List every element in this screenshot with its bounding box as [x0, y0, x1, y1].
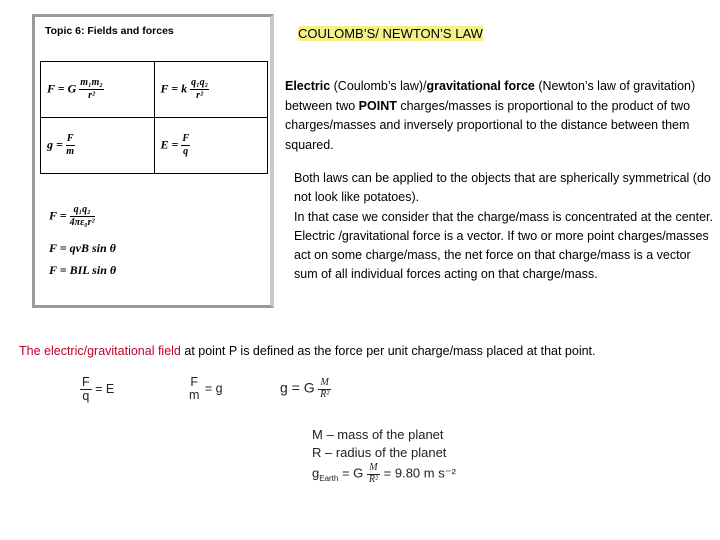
- formula-sheet: [32, 14, 274, 308]
- g-field-cell: g = $\frac{F}{m}$: [41, 118, 155, 174]
- newton-force-cell: F = G $\frac{\text{m₁m₂}}{\text{r²}}$: [41, 62, 155, 118]
- coulomb-num: q₁q₂: [191, 77, 209, 88]
- sheet-title: Topic 6: Fields and forces: [45, 25, 174, 37]
- variable-definitions: [312, 426, 456, 488]
- def-mass: M – mass of the planet: [312, 427, 444, 442]
- lorentz-current-formula: F = BIL sin θ: [49, 263, 117, 277]
- def-radius: R – radius of the planet: [312, 445, 447, 460]
- field-definition: The electric/gravitational field at point P is defined as the force per unit charge/mass placed at that point.: [19, 344, 596, 358]
- e-field-cell: E = $\frac{F}{q}$: [154, 118, 268, 174]
- g-gravitation-formula: g = G $\frac{M}{\text{R²}}$: [280, 377, 330, 400]
- gravitational-field-formula: F m = g: [189, 375, 223, 403]
- newton-den: r²: [88, 90, 95, 101]
- lorentz-charge-formula: F = qvB sin θ: [49, 241, 116, 255]
- applicability-paragraph: Both laws can be applied to the objects that are spherically symmetrical (do not look like potatoes). In that case we consider that the charge/mass is concentrated at the center. Electric /gravitational force is a vector. If two or more point charges/masses act on some charge/mass, the net force on that charge/mass is a vector sum of all individual forces acting on that charge/mass.: [294, 171, 713, 282]
- newton-num: m₁m₂: [80, 77, 103, 88]
- earth-g-formula: $g_{Earth} = G$ $\frac{M}{\text{R²}}$ = 9.80 m s⁻²: [312, 462, 456, 485]
- coulomb-force-cell: F = k $\frac{\text{q₁q₂}}{\text{r²}}$: [154, 62, 268, 118]
- formula-table: [40, 61, 268, 174]
- page-title: COULOMB’S/ NEWTON’S LAW: [298, 26, 483, 41]
- coulomb-eps-formula: F = $\frac{\text{q₁q₂}}{\text{4πε₀r²}}$: [49, 204, 95, 228]
- force-law-paragraph: Electric (Coulomb’s law)/gravitational force (Newton’s law of gravitation) between two POINT charges/masses is proportional to the product of two charges/masses and inversely proportional to the distance between them squared.: [285, 79, 696, 152]
- coulomb-den: r²: [196, 90, 204, 101]
- electric-field-formula: $\frac{F}{q}$ = E: [82, 375, 115, 404]
